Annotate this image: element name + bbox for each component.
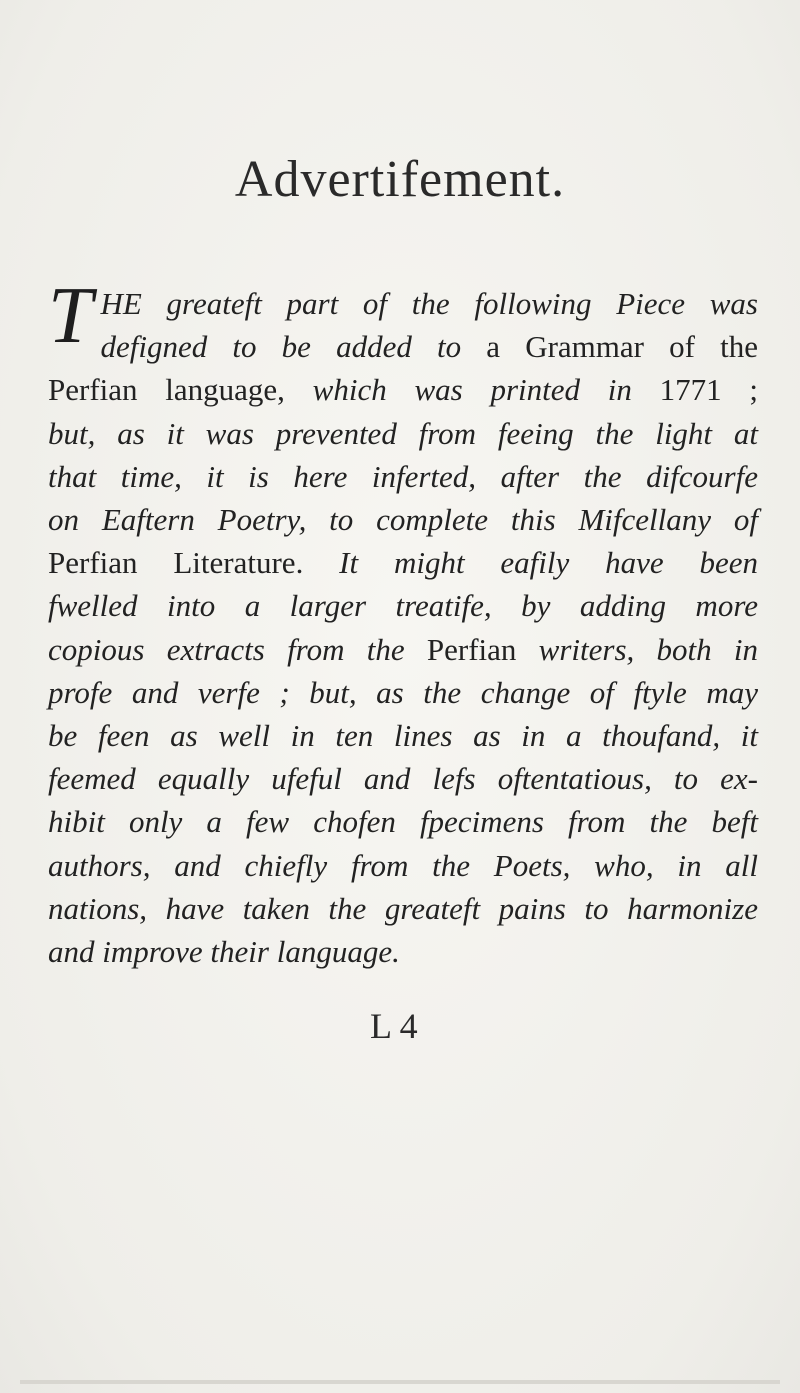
text-run: authors, and chiefly from the Poets, who, in all: [48, 847, 758, 883]
text-run: hibit only a few chofen fpecimens from the beft: [48, 804, 758, 840]
text-line: [48, 757, 758, 800]
text-run: profe and verfe ; but, as the change of ftyle may: [48, 674, 758, 710]
text-run: a Grammar of the: [486, 329, 758, 365]
text-run: feemed equally ufeful and lefs oftentatious, to ex-: [48, 761, 758, 797]
text-line: [48, 541, 758, 584]
page-heading: Advertifement.: [234, 151, 566, 208]
text-run: fwelled into a larger treatife, by adding more: [48, 588, 758, 624]
text-line: [48, 671, 758, 714]
page-edge: [20, 1380, 780, 1384]
advertisement-body: [48, 272, 759, 973]
text-line: [48, 368, 758, 411]
signature-mark: L 4: [370, 1006, 418, 1046]
text-run: Perfian Literature.: [48, 545, 340, 581]
text-line: [48, 282, 758, 325]
text-run: on Eaftern Poetry, to complete this Mifcellany of: [48, 502, 758, 538]
text-run: HE greateft part of the following Piece was: [100, 286, 758, 321]
text-line: [48, 800, 758, 843]
text-line: [48, 844, 758, 887]
text-run: It might eafily have been: [339, 545, 759, 581]
text-line: [48, 714, 758, 757]
text-lines: [48, 272, 759, 973]
text-run: defigned to be added to: [100, 329, 487, 365]
text-line: [48, 887, 758, 930]
text-line: [48, 628, 758, 671]
text-line: [48, 498, 758, 541]
text-run: copious extracts from the: [48, 631, 427, 667]
text-line: [48, 455, 758, 498]
text-run: Perfian: [426, 631, 539, 667]
text-line: [48, 930, 758, 973]
text-run: and improve their language.: [48, 934, 400, 970]
text-run: but, as it was prevented from feeing the light at: [48, 415, 758, 451]
text-line: [48, 325, 758, 368]
drop-cap: T: [48, 272, 93, 360]
text-run: that time, it is here inferted, after the difcourfe: [48, 458, 758, 494]
text-line: [48, 412, 758, 455]
text-line: [48, 584, 758, 627]
text-run: Perfian language,: [48, 372, 313, 408]
text-run: be feen as well in ten lines as in a thoufand, it: [48, 718, 758, 754]
text-run: which was printed in: [312, 372, 660, 408]
text-run: writers, both in: [538, 631, 758, 667]
text-run: 1771 ;: [659, 372, 758, 408]
text-run: nations, have taken the greateft pains to harmonize: [48, 890, 758, 926]
